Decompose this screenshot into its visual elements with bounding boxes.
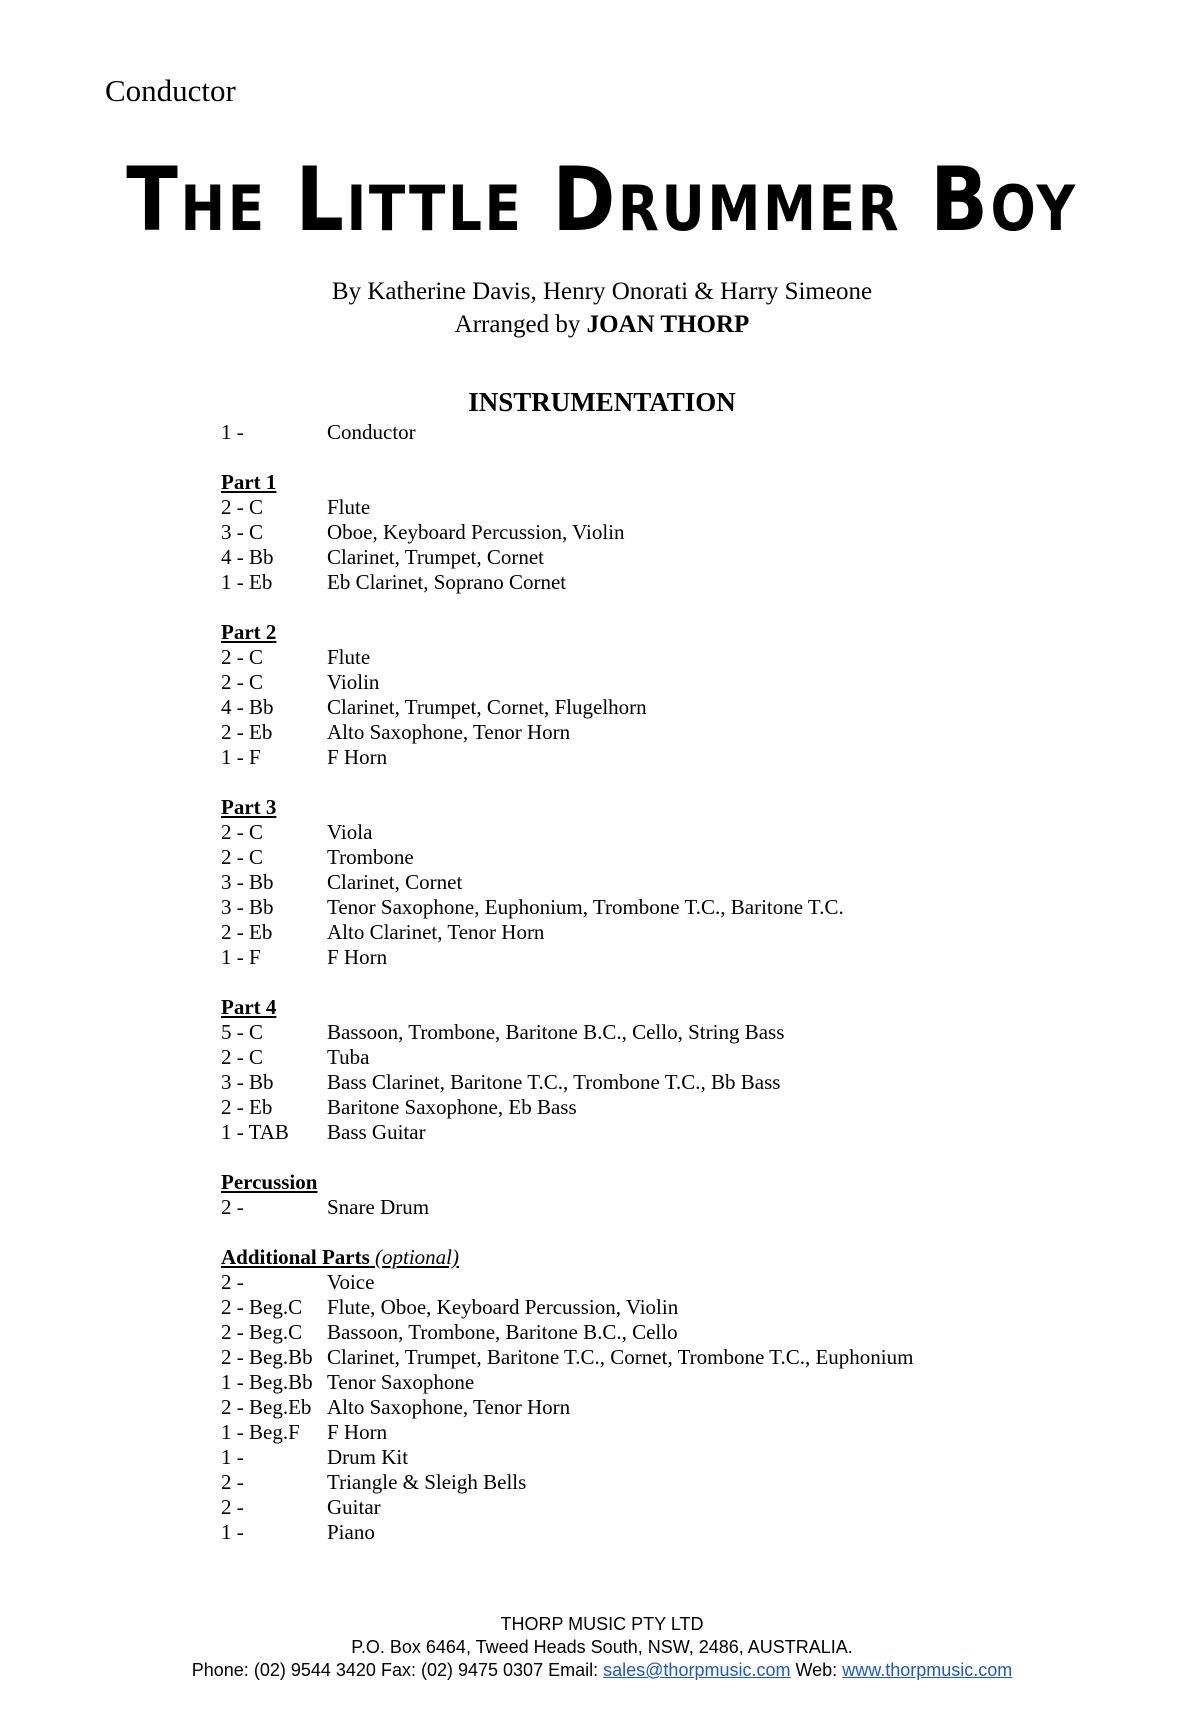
part-count: 1 - F: [221, 945, 261, 969]
instrument-row: [221, 745, 1121, 770]
instrument-name: Baritone Saxophone, Eb Bass: [327, 1095, 577, 1119]
instrument-row: [221, 845, 1121, 870]
instrument-row: [221, 1270, 1121, 1295]
composers-line: By Katherine Davis, Henry Onorati & Harry Simeone: [331, 278, 873, 305]
section-title: [221, 620, 1121, 645]
instrument-name: Flute: [327, 645, 371, 669]
phone-number: (02) 9544 3420: [253, 1660, 376, 1680]
instrument-name: Flute, Oboe, Keyboard Percussion, Violin: [327, 1295, 679, 1319]
instrument-name: F Horn: [327, 1420, 388, 1444]
part-count: 2 - Eb: [221, 1095, 273, 1119]
instrument-row: [221, 670, 1121, 695]
instrument-row: [221, 1120, 1121, 1145]
part-count: 2 - Eb: [221, 720, 273, 744]
part-count: 2 -: [221, 1195, 244, 1219]
part-count: 3 - Bb: [221, 870, 274, 894]
instrument-name: Conductor: [327, 420, 416, 444]
instrument-row: [221, 1495, 1121, 1520]
instrument-row: [221, 1095, 1121, 1120]
instrument-name: Bassoon, Trombone, Baritone B.C., Cello, String Bass: [327, 1020, 785, 1044]
instrument-row: [221, 945, 1121, 970]
instrument-row: [221, 1045, 1121, 1070]
instrument-name: Piano: [327, 1520, 375, 1544]
instrument-row: [221, 920, 1121, 945]
section-title-text: Part 3: [221, 795, 277, 819]
instrument-row: [221, 520, 1121, 545]
part-count: 1 -: [221, 1520, 244, 1544]
instrument-section: [221, 1245, 1121, 1545]
instrument-row: [221, 1520, 1121, 1545]
part-count: 2 - Eb: [221, 920, 273, 944]
part-count: 2 - Beg.Bb: [221, 1345, 313, 1369]
section-title-text: Additional Parts: [221, 1245, 370, 1269]
instrument-row: [221, 495, 1121, 520]
instrument-name: F Horn: [327, 745, 388, 769]
section-title: [221, 470, 1121, 495]
arranger-name: JOAN THORP: [586, 311, 750, 338]
part-count: 2 -: [221, 1470, 244, 1494]
instrument-row: [221, 720, 1121, 745]
instrument-name: Alto Clarinet, Tenor Horn: [327, 920, 545, 944]
part-count: 2 - C: [221, 670, 263, 694]
part-count: 3 - Bb: [221, 895, 274, 919]
instrument-row: [221, 1345, 1121, 1370]
instrument-name: Flute: [327, 495, 371, 519]
footer-address: P.O. Box 6464, Tweed Heads South, NSW, 2486, AUSTRALIA.: [351, 1637, 853, 1657]
footer-company: THORP MUSIC PTY LTD: [500, 1614, 704, 1634]
instrument-row: [221, 870, 1121, 895]
instrument-row: [221, 1470, 1121, 1495]
instrument-row: [221, 1020, 1121, 1045]
instrument-row: [221, 1420, 1121, 1445]
instrument-row: [221, 1195, 1121, 1220]
instrument-row: [221, 1295, 1121, 1320]
part-count: 1 - Eb: [221, 570, 273, 594]
part-count: 1 -: [221, 420, 244, 444]
instrument-name: Bass Guitar: [327, 1120, 426, 1144]
part-count: 2 - Beg.C: [221, 1295, 303, 1319]
instrument-name: Triangle & Sleigh Bells: [327, 1470, 527, 1494]
part-count: 5 - C: [221, 1020, 263, 1044]
instrument-row: [221, 1070, 1121, 1095]
email-link[interactable]: sales@thorpmusic.com: [603, 1660, 791, 1680]
part-count: 2 -: [221, 1270, 244, 1294]
instrument-name: Clarinet, Trumpet, Baritone T.C., Cornet, Trombone T.C., Euphonium: [327, 1345, 914, 1369]
instrument-name: Viola: [327, 820, 373, 844]
arranged-prefix: Arranged by: [454, 311, 581, 338]
instrumentation-heading: INSTRUMENTATION: [468, 387, 736, 417]
instrument-row: [221, 1445, 1121, 1470]
instrument-name: Guitar: [327, 1495, 381, 1519]
instrument-row: [221, 570, 1121, 595]
part-label: Conductor: [105, 73, 236, 108]
part-count: 2 - C: [221, 495, 263, 519]
section-title: [221, 1245, 1121, 1270]
fax-label: Fax:: [380, 1660, 416, 1680]
instrument-name: Tenor Saxophone, Euphonium, Trombone T.C., Baritone T.C.: [327, 895, 844, 919]
instrument-name: Bassoon, Trombone, Baritone B.C., Cello: [327, 1320, 678, 1344]
section-title-suffix: (optional): [375, 1245, 460, 1269]
part-count: 1 - F: [221, 745, 261, 769]
section-title-text: Part 4: [221, 995, 277, 1019]
instrument-row: [221, 1320, 1121, 1345]
instrument-name: Violin: [327, 670, 380, 694]
instrument-name: Tuba: [327, 1045, 370, 1069]
phone-label: Phone:: [191, 1660, 249, 1680]
instrument-name: Voice: [327, 1270, 375, 1294]
part-count: 2 - C: [221, 645, 263, 669]
conductor-row: [221, 420, 1121, 445]
email-label: Email:: [548, 1660, 599, 1680]
footer-contact: [0, 1659, 1204, 1682]
instrument-row: [221, 820, 1121, 845]
part-count: 2 - Beg.Eb: [221, 1395, 312, 1419]
part-count: 4 - Bb: [221, 695, 274, 719]
instrument-name: F Horn: [327, 945, 388, 969]
part-count: 1 - TAB: [221, 1120, 289, 1144]
instrument-name: Eb Clarinet, Soprano Cornet: [327, 570, 567, 594]
part-count: 1 - Beg.F: [221, 1420, 300, 1444]
instrument-section: [221, 1170, 1121, 1220]
instrument-row: [221, 895, 1121, 920]
instrument-name: Drum Kit: [327, 1445, 409, 1469]
instrument-name: Alto Saxophone, Tenor Horn: [327, 1395, 571, 1419]
instrument-name: Tenor Saxophone: [327, 1370, 475, 1394]
instrument-section: [221, 795, 1121, 970]
instrument-row: [221, 545, 1121, 570]
instrument-name: Trombone: [327, 845, 414, 869]
instrument-row: [221, 695, 1121, 720]
instrumentation-list: [221, 420, 1121, 1545]
instrument-name: Clarinet, Trumpet, Cornet: [327, 545, 544, 569]
web-link[interactable]: www.thorpmusic.com: [842, 1660, 1013, 1680]
instrument-row: [221, 1395, 1121, 1420]
section-title: [221, 795, 1121, 820]
instrument-name: Clarinet, Trumpet, Cornet, Flugelhorn: [327, 695, 647, 719]
instrument-name: Bass Clarinet, Baritone T.C., Trombone T.C., Bb Bass: [327, 1070, 781, 1094]
part-count: 2 -: [221, 1495, 244, 1519]
part-count: 2 - C: [221, 820, 263, 844]
section-title: [221, 995, 1121, 1020]
instrument-section: [221, 995, 1121, 1145]
instrument-section: [221, 620, 1121, 770]
instrument-name: Oboe, Keyboard Percussion, Violin: [327, 520, 625, 544]
section-title-text: Part 2: [221, 620, 277, 644]
part-count: 2 - C: [221, 845, 263, 869]
instrument-section: [221, 470, 1121, 595]
part-count: 3 - Bb: [221, 1070, 274, 1094]
part-count: 2 - C: [221, 1045, 263, 1069]
instrument-name: Alto Saxophone, Tenor Horn: [327, 720, 571, 744]
web-label: Web:: [795, 1660, 838, 1680]
section-title-text: Part 1: [221, 470, 277, 494]
instrument-name: Clarinet, Cornet: [327, 870, 463, 894]
page-title: The Little Drummer Boy: [126, 148, 1078, 251]
section-title-text: Percussion: [221, 1170, 318, 1194]
part-count: 1 -: [221, 1445, 244, 1469]
section-title: [221, 1170, 1121, 1195]
fax-number: (02) 9475 0307: [420, 1660, 544, 1680]
arranger-line: [0, 311, 1204, 339]
part-count: 3 - C: [221, 520, 263, 544]
part-count: 1 - Beg.Bb: [221, 1370, 313, 1394]
part-count: 2 - Beg.C: [221, 1320, 303, 1344]
instrument-row: [221, 1370, 1121, 1395]
instrument-row: [221, 645, 1121, 670]
instrument-name: Snare Drum: [327, 1195, 430, 1219]
part-count: 4 - Bb: [221, 545, 274, 569]
